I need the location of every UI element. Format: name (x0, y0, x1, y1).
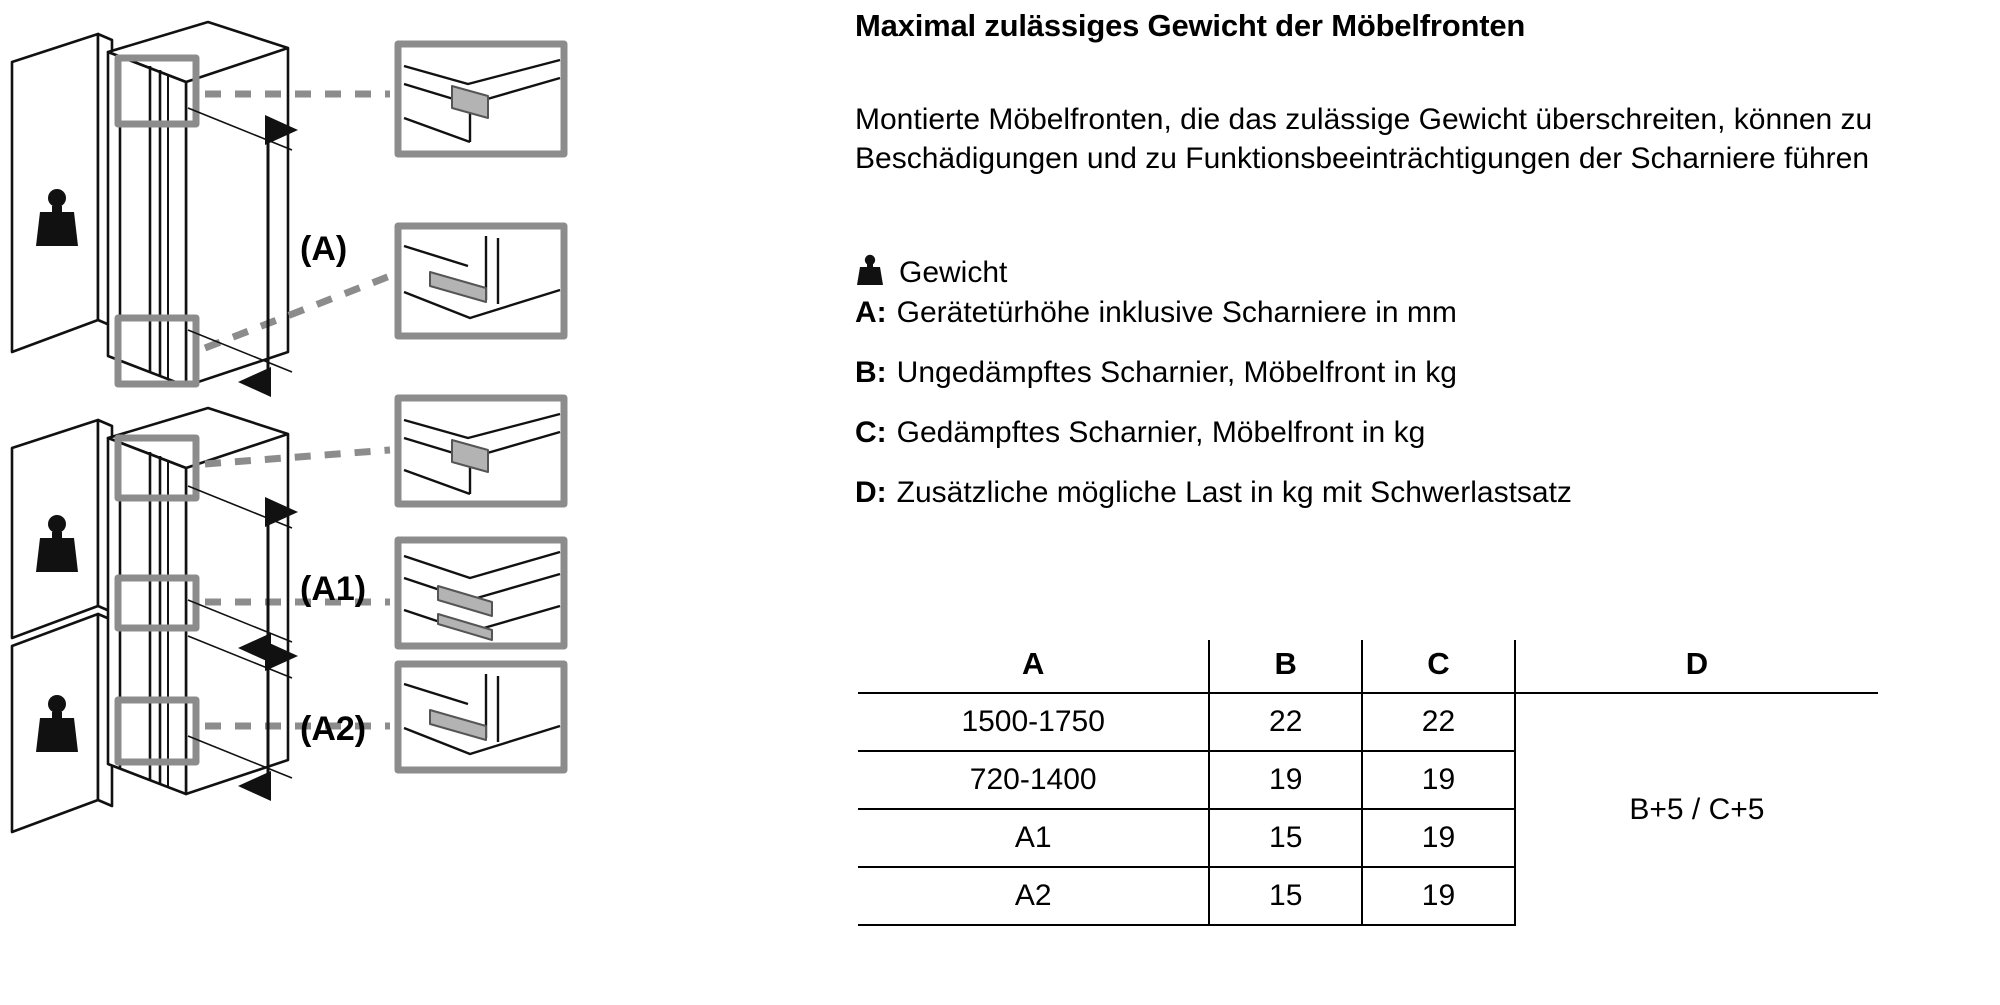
dimension-label-a2: (A2) (300, 710, 367, 748)
hinge-detail-callout-bottom-middle (398, 540, 564, 646)
page-title: Maximal zulässiges Gewicht der Möbelfronten (855, 8, 1526, 43)
column-header-c: C (1362, 640, 1515, 693)
legend-key-b: B: (855, 356, 887, 389)
cell-c-row2: 19 (1362, 751, 1515, 809)
legend-item-c (855, 414, 1935, 452)
intro-paragraph: Montierte Möbelfronten, die das zulässige Gewicht überschreiten, können zu Beschädigungen und zu Funktionsbeeinträchtigungen der Scharniere führen (855, 103, 1873, 175)
cell-a-row2: 720-1400 (858, 751, 1209, 809)
legend-item-b (855, 354, 1935, 392)
dimension-label-a1: (A1) (300, 570, 367, 608)
table-header-row (858, 640, 1878, 693)
hinge-detail-callout-bottom-lower (398, 664, 564, 770)
appliance-hinge-diagram (0, 0, 840, 1000)
illustration-panel (0, 0, 840, 1000)
legend-item-weight (855, 248, 1935, 292)
cell-b-row2: 19 (1209, 751, 1362, 809)
legend-label-d: Zusätzliche mögliche Last in kg mit Schwerlastsatz (896, 476, 1572, 509)
cell-c-row1: 22 (1362, 693, 1515, 751)
table-row (858, 693, 1878, 751)
column-header-a: A (858, 640, 1209, 693)
cell-b-row4: 15 (1209, 867, 1362, 925)
legend-key-d: D: (855, 476, 887, 509)
legend-key-a: A: (855, 296, 887, 329)
cell-d-merged: B+5 / C+5 (1515, 693, 1878, 925)
cell-b-row1: 22 (1209, 693, 1362, 751)
legend-list (855, 248, 1935, 534)
cell-c-row4: 19 (1362, 867, 1515, 925)
weight-specs-table (858, 640, 1878, 926)
text-column (855, 0, 2000, 1000)
furniture-front-panel-bottom (12, 420, 112, 832)
column-header-b: B (1209, 640, 1362, 693)
specs-table-wrapper (858, 640, 1878, 926)
cell-c-row3: 19 (1362, 809, 1515, 867)
legend-item-a (855, 294, 1935, 332)
hinge-detail-callout-top-lower (398, 226, 564, 336)
cell-a-row4: A2 (858, 867, 1209, 925)
weight-icon (855, 253, 885, 287)
legend-label-c: Gedämpftes Scharnier, Möbelfront in kg (896, 416, 1426, 449)
cell-b-row3: 15 (1209, 809, 1362, 867)
hinge-detail-callout-bottom-top (398, 398, 564, 504)
legend-label-b: Ungedämpftes Scharnier, Möbelfront in kg (896, 356, 1457, 389)
cell-a-row1: 1500-1750 (858, 693, 1209, 751)
legend-item-d (855, 474, 1935, 512)
hinge-detail-callout-top-upper (398, 44, 564, 154)
legend-key-c: C: (855, 416, 887, 449)
legend-label-weight: Gewicht (899, 256, 1008, 289)
dimension-label-a: (A) (300, 230, 348, 268)
legend-label-a: Gerätetürhöhe inklusive Scharniere in mm (896, 296, 1457, 329)
column-header-d: D (1515, 640, 1878, 693)
cell-a-row3: A1 (858, 809, 1209, 867)
